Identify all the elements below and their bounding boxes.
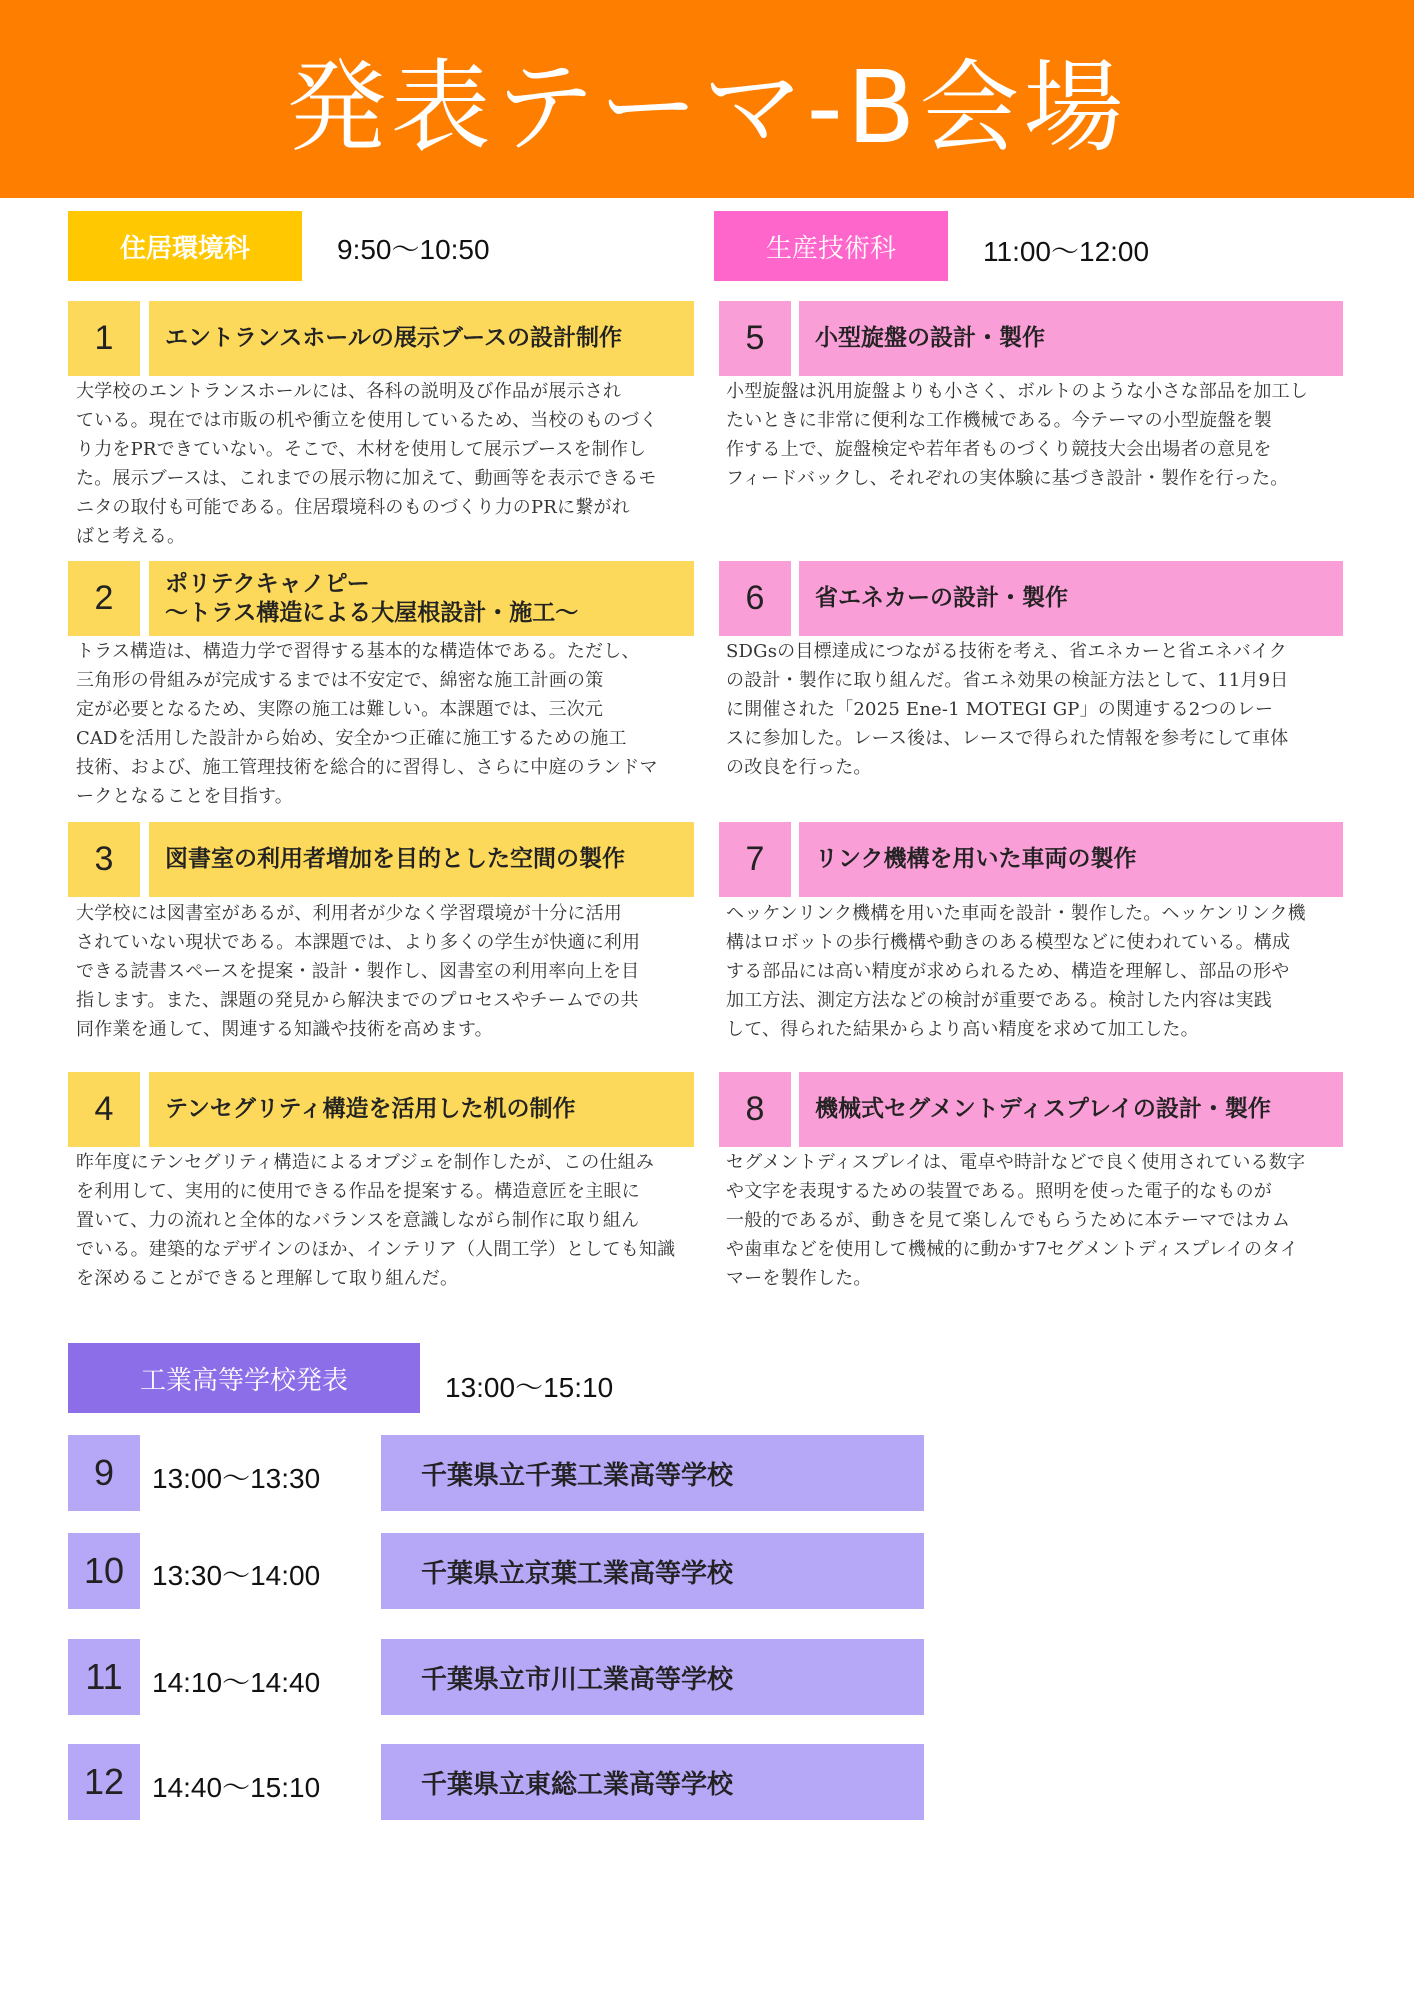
dept-tag-housing xyxy=(68,211,302,281)
topic-number: 7 xyxy=(719,822,791,897)
description-line: 技術、および、施工管理技術を総合的に習得し、さらに中庭のランドマ xyxy=(76,757,658,778)
description-line: 指します。また、課題の発見から解決までのプロセスやチームでの共 xyxy=(76,990,639,1011)
school-number: 11 xyxy=(68,1639,140,1715)
description-line: できる読書スペースを提案・設計・製作し、図書室の利用率向上を目 xyxy=(76,961,640,982)
topic-number: 6 xyxy=(719,561,791,636)
description-line: の改良を行った。 xyxy=(726,757,872,778)
topic-title xyxy=(149,822,694,897)
topic-number: 8 xyxy=(719,1072,791,1147)
topic-title-line: エントランスホールの展示ブースの設計制作 xyxy=(165,325,623,351)
topic-number: 1 xyxy=(68,301,140,376)
description-line: して、得られた結果からより高い精度を求めて加工した。 xyxy=(726,1019,1199,1040)
topic-title xyxy=(799,1072,1343,1147)
topic-title-line: ポリテクキャノピー xyxy=(165,570,370,597)
school-number: 10 xyxy=(68,1533,140,1609)
topic-description xyxy=(726,1148,1346,1293)
dept-time-production: 11:00〜12:00 xyxy=(983,236,1150,267)
topic-title xyxy=(149,1072,694,1147)
topic-title-line: 図書室の利用者増加を目的とした空間の製作 xyxy=(165,846,625,872)
description-line: 定が必要となるため、実際の施工は難しい。本課題では、三次元 xyxy=(76,699,604,720)
school-number: 9 xyxy=(68,1435,140,1511)
topic-number: 4 xyxy=(68,1072,140,1147)
topic-number: 3 xyxy=(68,822,140,897)
topic-description xyxy=(726,899,1346,1044)
school-name: 千葉県立京葉工業高等学校 xyxy=(381,1533,924,1609)
description-line: た。展示ブースは、これまでの展示物に加えて、動画等を表示できるモ xyxy=(76,468,657,489)
description-line: スに参加した。レース後は、レースで得られた情報を参考にして車体 xyxy=(726,728,1289,749)
description-line: 作する上で、旋盤検定や若年者ものづくり競技大会出場者の意見を xyxy=(726,439,1272,460)
description-line: り力をPRできていない。そこで、木材を使用して展示ブースを制作し xyxy=(76,439,647,460)
description-line: フィードバックし、それぞれの実体験に基づき設計・製作を行った。 xyxy=(726,468,1289,489)
dept-tag-high-school xyxy=(68,1343,420,1413)
topic-title xyxy=(149,301,694,376)
topic-title xyxy=(799,301,1343,376)
description-line: 昨年度にテンセグリティ構造によるオブジェを制作したが、この仕組み xyxy=(76,1152,655,1173)
school-time: 13:30〜14:00 xyxy=(152,1560,321,1591)
description-line: を利用して、実用的に使用できる作品を提案する。構造意匠を主眼に xyxy=(76,1181,640,1202)
description-line: 同作業を通して、関連する知識や技術を高めます。 xyxy=(76,1019,493,1040)
description-line: ヘッケンリンク機構を用いた車両を設計・製作した。ヘッケンリンク機 xyxy=(726,903,1306,924)
description-line: マーを製作した。 xyxy=(726,1268,872,1289)
dept-tag-production xyxy=(714,211,948,281)
topic-title-line: 機械式セグメントディスプレイの設計・製作 xyxy=(815,1096,1271,1122)
page-header xyxy=(0,0,1414,198)
description-line: されていない現状である。本課題では、より多くの学生が快適に利用 xyxy=(76,932,641,953)
dept-label: 生産技術科 xyxy=(765,233,896,264)
description-line: 一般的であるが、動きを見て楽しんでもらうために本テーマではカム xyxy=(726,1210,1291,1231)
school-time: 13:00〜13:30 xyxy=(152,1463,321,1494)
description-line: や文字を表現するための装置である。照明を使った電子的なものが xyxy=(726,1181,1272,1202)
topic-title xyxy=(799,822,1343,897)
description-line: ばと考える。 xyxy=(76,526,186,547)
description-line: 大学校のエントランスホールには、各科の説明及び作品が展示され xyxy=(76,381,622,402)
description-line: たいときに非常に便利な工作機械である。今テーマの小型旋盤を製 xyxy=(726,410,1272,431)
description-line: トラス構造は、構造力学で習得する基本的な構造体である。ただし、 xyxy=(76,641,640,662)
topic-number: 2 xyxy=(68,561,140,636)
school-name: 千葉県立千葉工業高等学校 xyxy=(381,1435,924,1511)
description-line: を深めることができると理解して取り組んだ。 xyxy=(76,1268,459,1289)
description-line: や歯車などを使用して機械的に動かす7セグメントディスプレイのタイ xyxy=(726,1239,1299,1260)
description-line: 構はロボットの歩行機構や動きのある模型などに使われている。構成 xyxy=(726,932,1291,953)
topic-description xyxy=(726,377,1346,493)
dept-label: 住居環境科 xyxy=(119,233,250,264)
topic-description xyxy=(76,377,696,551)
topic-title-line: リンク機構を用いた車両の製作 xyxy=(815,846,1137,872)
topic-title-line: テンセグリティ構造を活用した机の制作 xyxy=(165,1096,576,1122)
description-line: 小型旋盤は汎用旋盤よりも小さく、ボルトのような小さな部品を加工し xyxy=(726,381,1309,402)
description-line: ークとなることを目指す。 xyxy=(76,786,293,807)
description-line: でいる。建築的なデザインのほか、インテリア（人間工学）としても知識 xyxy=(76,1239,676,1260)
topic-title xyxy=(149,561,694,636)
topic-title-line: 小型旋盤の設計・製作 xyxy=(815,325,1045,351)
page-title: 発表テーマ-B会場 xyxy=(286,49,1128,166)
school-name: 千葉県立市川工業高等学校 xyxy=(381,1639,924,1715)
topic-title-line: 〜トラス構造による大屋根設計・施工〜 xyxy=(165,599,579,626)
school-time: 14:40〜15:10 xyxy=(152,1772,321,1803)
dept-label: 工業高等学校発表 xyxy=(139,1365,348,1396)
topic-description xyxy=(726,637,1346,782)
topic-description xyxy=(76,899,696,1044)
description-line: CADを活用した設計から始め、安全かつ正確に施工するための施工 xyxy=(76,728,627,749)
description-line: に開催された「2025 Ene-1 MOTEGI GP」の関連する2つのレー xyxy=(726,699,1274,720)
dept-time-housing: 9:50〜10:50 xyxy=(337,234,490,265)
dept-time-high-school: 13:00〜15:10 xyxy=(445,1372,614,1403)
topic-title xyxy=(799,561,1343,636)
school-number: 12 xyxy=(68,1744,140,1820)
description-line: セグメントディスプレイは、電卓や時計などで良く使用されている数字 xyxy=(726,1152,1306,1173)
school-name: 千葉県立東総工業高等学校 xyxy=(381,1744,924,1820)
description-line: SDGsの目標達成につながる技術を考え、省エネカーと省エネバイク xyxy=(726,641,1287,662)
description-line: する部品には高い精度が求められるため、構造を理解し、部品の形や xyxy=(726,961,1290,982)
description-line: 三角形の骨組みが完成するまでは不安定で、綿密な施工計画の策 xyxy=(76,670,604,691)
description-line: ている。現在では市販の机や衝立を使用しているため、当校のものづく xyxy=(76,410,658,431)
topic-number: 5 xyxy=(719,301,791,376)
topic-description xyxy=(76,637,696,811)
topic-title-line: 省エネカーの設計・製作 xyxy=(815,585,1068,611)
school-time: 14:10〜14:40 xyxy=(152,1667,321,1698)
topic-description xyxy=(76,1148,696,1293)
description-line: 置いて、力の流れと全体的なバランスを意識しながら制作に取り組ん xyxy=(76,1210,640,1231)
description-line: 加工方法、測定方法などの検討が重要である。検討した内容は実践 xyxy=(726,990,1272,1011)
description-line: ニタの取付も可能である。住居環境科のものづくり力のPRに繋がれ xyxy=(76,497,630,518)
description-line: 大学校には図書室があるが、利用者が少なく学習環境が十分に活用 xyxy=(76,903,622,924)
description-line: の設計・製作に取り組んだ。省エネ効果の検証方法として、11月9日 xyxy=(726,670,1289,691)
